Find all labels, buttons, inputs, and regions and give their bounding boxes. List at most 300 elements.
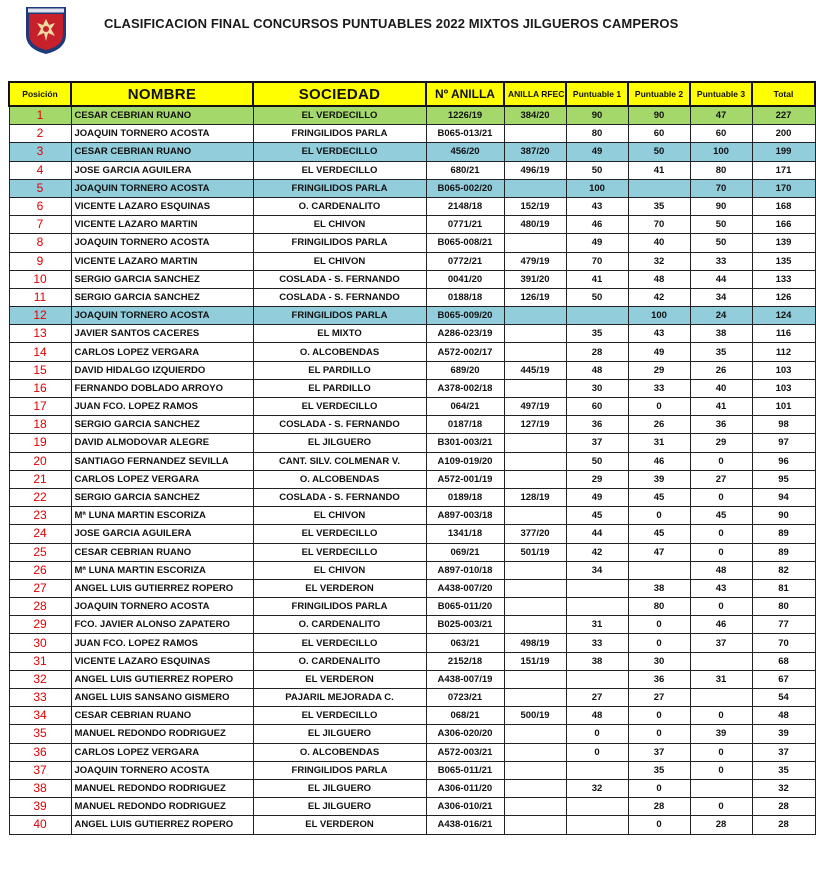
puntuable-1-cell: 31	[566, 616, 628, 634]
table-row	[9, 579, 815, 597]
ranking-table	[8, 81, 816, 835]
total-cell: 54	[752, 689, 815, 707]
rfec-ring-cell	[504, 689, 566, 707]
puntuable-3-cell: 28	[690, 816, 752, 834]
total-cell: 94	[752, 488, 815, 506]
society-cell: COSLADA - S. FERNANDO	[253, 488, 426, 506]
puntuable-3-cell: 37	[690, 634, 752, 652]
puntuable-2-cell: 30	[628, 652, 690, 670]
position-cell: 2	[9, 125, 71, 143]
puntuable-1-cell	[566, 798, 628, 816]
puntuable-1-cell: 37	[566, 434, 628, 452]
rfec-ring-cell: 500/19	[504, 707, 566, 725]
puntuable-1-cell: 34	[566, 561, 628, 579]
position-cell: 32	[9, 670, 71, 688]
puntuable-2-cell: 27	[628, 689, 690, 707]
position-cell: 31	[9, 652, 71, 670]
rfec-ring-cell: 152/19	[504, 197, 566, 215]
header-puntuable-1: Puntuable 1	[566, 82, 628, 106]
puntuable-1-cell: 60	[566, 398, 628, 416]
position-cell: 22	[9, 488, 71, 506]
table-row	[9, 398, 815, 416]
rfec-ring-cell: 498/19	[504, 634, 566, 652]
total-cell: 96	[752, 452, 815, 470]
puntuable-1-cell: 80	[566, 125, 628, 143]
puntuable-3-cell: 35	[690, 343, 752, 361]
puntuable-2-cell: 38	[628, 579, 690, 597]
total-cell: 112	[752, 343, 815, 361]
puntuable-2-cell: 0	[628, 634, 690, 652]
ring-cell: 2148/18	[426, 197, 504, 215]
rfec-ring-cell	[504, 325, 566, 343]
rfec-ring-cell: 496/19	[504, 161, 566, 179]
puntuable-1-cell: 45	[566, 507, 628, 525]
ring-cell: A109-019/20	[426, 452, 504, 470]
rfec-ring-cell	[504, 743, 566, 761]
table-row	[9, 197, 815, 215]
puntuable-3-cell: 46	[690, 616, 752, 634]
table-row	[9, 616, 815, 634]
total-cell: 98	[752, 416, 815, 434]
ring-cell: 0189/18	[426, 488, 504, 506]
puntuable-3-cell: 34	[690, 288, 752, 306]
total-cell: 81	[752, 579, 815, 597]
puntuable-1-cell: 49	[566, 143, 628, 161]
ring-cell: 0187/18	[426, 416, 504, 434]
ring-cell: 1341/18	[426, 525, 504, 543]
puntuable-3-cell: 44	[690, 270, 752, 288]
table-row	[9, 234, 815, 252]
puntuable-3-cell: 0	[690, 707, 752, 725]
puntuable-3-cell: 0	[690, 543, 752, 561]
rfec-ring-cell	[504, 798, 566, 816]
position-cell: 5	[9, 179, 71, 197]
table-row	[9, 325, 815, 343]
puntuable-2-cell: 28	[628, 798, 690, 816]
ring-cell: 0771/21	[426, 216, 504, 234]
society-cell: FRINGILIDOS PARLA	[253, 234, 426, 252]
name-cell: FCO. JAVIER ALONSO ZAPATERO	[71, 616, 253, 634]
name-cell: JOAQUIN TORNERO ACOSTA	[71, 598, 253, 616]
total-cell: 168	[752, 197, 815, 215]
ring-cell: 069/21	[426, 543, 504, 561]
rfec-ring-cell	[504, 670, 566, 688]
puntuable-1-cell	[566, 307, 628, 325]
society-cell: EL VERDECILLO	[253, 106, 426, 125]
society-cell: O. CARDENALITO	[253, 652, 426, 670]
puntuable-2-cell: 50	[628, 143, 690, 161]
total-cell: 67	[752, 670, 815, 688]
ring-cell: 456/20	[426, 143, 504, 161]
table-row	[9, 288, 815, 306]
society-cell: EL CHIVON	[253, 252, 426, 270]
ring-cell: B065-008/21	[426, 234, 504, 252]
table-row	[9, 416, 815, 434]
name-cell: JUAN FCO. LOPEZ RAMOS	[71, 634, 253, 652]
puntuable-2-cell: 90	[628, 106, 690, 125]
ring-cell: A897-003/18	[426, 507, 504, 525]
ring-cell: A897-010/18	[426, 561, 504, 579]
position-cell: 1	[9, 106, 71, 125]
total-cell: 89	[752, 543, 815, 561]
name-cell: CARLOS LOPEZ VERGARA	[71, 343, 253, 361]
puntuable-1-cell	[566, 761, 628, 779]
ring-cell: 0723/21	[426, 689, 504, 707]
ring-cell: A306-020/20	[426, 725, 504, 743]
puntuable-2-cell: 47	[628, 543, 690, 561]
ring-cell: A438-007/19	[426, 670, 504, 688]
rfec-ring-cell	[504, 343, 566, 361]
puntuable-3-cell: 0	[690, 798, 752, 816]
position-cell: 6	[9, 197, 71, 215]
name-cell: ANGEL LUIS GUTIERREZ ROPERO	[71, 670, 253, 688]
rfec-ring-cell	[504, 452, 566, 470]
puntuable-2-cell: 0	[628, 816, 690, 834]
rfec-ring-cell: 387/20	[504, 143, 566, 161]
table-row	[9, 670, 815, 688]
ring-cell: A306-010/21	[426, 798, 504, 816]
puntuable-3-cell: 26	[690, 361, 752, 379]
puntuable-1-cell: 35	[566, 325, 628, 343]
puntuable-3-cell: 29	[690, 434, 752, 452]
header-total: Total	[752, 82, 815, 106]
puntuable-2-cell: 45	[628, 488, 690, 506]
society-cell: O. ALCOBENDAS	[253, 743, 426, 761]
total-cell: 32	[752, 779, 815, 797]
ring-cell: A572-003/21	[426, 743, 504, 761]
name-cell: DAVID ALMODOVAR ALEGRE	[71, 434, 253, 452]
society-cell: EL JILGUERO	[253, 798, 426, 816]
puntuable-2-cell: 40	[628, 234, 690, 252]
puntuable-2-cell	[628, 179, 690, 197]
name-cell: MANUEL REDONDO RODRIGUEZ	[71, 725, 253, 743]
header-row	[9, 82, 815, 106]
total-cell: 48	[752, 707, 815, 725]
rfec-ring-cell: 126/19	[504, 288, 566, 306]
total-cell: 227	[752, 106, 815, 125]
society-cell: EL MIXTO	[253, 325, 426, 343]
table-row	[9, 216, 815, 234]
header-sociedad: SOCIEDAD	[253, 82, 426, 106]
puntuable-3-cell: 0	[690, 598, 752, 616]
puntuable-1-cell: 100	[566, 179, 628, 197]
total-cell: 28	[752, 798, 815, 816]
total-cell: 95	[752, 470, 815, 488]
name-cell: CARLOS LOPEZ VERGARA	[71, 743, 253, 761]
society-cell: EL VERDECILLO	[253, 543, 426, 561]
puntuable-1-cell: 50	[566, 161, 628, 179]
puntuable-2-cell: 35	[628, 197, 690, 215]
position-cell: 24	[9, 525, 71, 543]
ring-cell: A572-002/17	[426, 343, 504, 361]
society-cell: EL JILGUERO	[253, 779, 426, 797]
position-cell: 10	[9, 270, 71, 288]
table-row	[9, 270, 815, 288]
name-cell: VICENTE LAZARO MARTIN	[71, 216, 253, 234]
puntuable-3-cell: 80	[690, 161, 752, 179]
puntuable-2-cell: 36	[628, 670, 690, 688]
table-row	[9, 761, 815, 779]
header-anilla: Nº ANILLA	[426, 82, 504, 106]
puntuable-3-cell	[690, 689, 752, 707]
total-cell: 70	[752, 634, 815, 652]
rfec-ring-cell: 480/19	[504, 216, 566, 234]
position-cell: 33	[9, 689, 71, 707]
puntuable-1-cell	[566, 579, 628, 597]
total-cell: 82	[752, 561, 815, 579]
table-row	[9, 634, 815, 652]
position-cell: 39	[9, 798, 71, 816]
table-row	[9, 125, 815, 143]
header-posicion: Posición	[9, 82, 71, 106]
club-crest-logo	[24, 5, 68, 55]
puntuable-2-cell: 37	[628, 743, 690, 761]
society-cell: EL VERDECILLO	[253, 707, 426, 725]
position-cell: 16	[9, 379, 71, 397]
puntuable-3-cell: 100	[690, 143, 752, 161]
table-row	[9, 725, 815, 743]
ring-cell: B025-003/21	[426, 616, 504, 634]
total-cell: 35	[752, 761, 815, 779]
total-cell: 97	[752, 434, 815, 452]
name-cell: JUAN FCO. LOPEZ RAMOS	[71, 398, 253, 416]
society-cell: EL PARDILLO	[253, 361, 426, 379]
puntuable-3-cell: 36	[690, 416, 752, 434]
name-cell: JOSE GARCIA AGUILERA	[71, 161, 253, 179]
puntuable-3-cell: 0	[690, 743, 752, 761]
rfec-ring-cell	[504, 179, 566, 197]
name-cell: MANUEL REDONDO RODRIGUEZ	[71, 779, 253, 797]
table-row	[9, 561, 815, 579]
rfec-ring-cell	[504, 234, 566, 252]
name-cell: JOAQUIN TORNERO ACOSTA	[71, 307, 253, 325]
puntuable-1-cell	[566, 598, 628, 616]
name-cell: DAVID HIDALGO IZQUIERDO	[71, 361, 253, 379]
ring-cell: 063/21	[426, 634, 504, 652]
name-cell: JOAQUIN TORNERO ACOSTA	[71, 234, 253, 252]
name-cell: ANGEL LUIS GUTIERREZ ROPERO	[71, 579, 253, 597]
puntuable-2-cell: 100	[628, 307, 690, 325]
name-cell: FERNANDO DOBLADO ARROYO	[71, 379, 253, 397]
society-cell: EL VERDECILLO	[253, 525, 426, 543]
name-cell: SANTIAGO FERNANDEZ SEVILLA	[71, 452, 253, 470]
position-cell: 37	[9, 761, 71, 779]
page-title: CLASIFICACION FINAL CONCURSOS PUNTUABLES 2022 MIXTOS JILGUEROS CAMPEROS	[104, 16, 679, 31]
rfec-ring-cell: 501/19	[504, 543, 566, 561]
name-cell: SERGIO GARCIA SANCHEZ	[71, 270, 253, 288]
puntuable-2-cell: 49	[628, 343, 690, 361]
puntuable-1-cell: 49	[566, 234, 628, 252]
table-row	[9, 434, 815, 452]
puntuable-3-cell: 39	[690, 725, 752, 743]
table-row	[9, 816, 815, 834]
ring-cell: 064/21	[426, 398, 504, 416]
rfec-ring-cell: 377/20	[504, 525, 566, 543]
puntuable-2-cell: 48	[628, 270, 690, 288]
position-cell: 23	[9, 507, 71, 525]
table-row	[9, 252, 815, 270]
total-cell: 39	[752, 725, 815, 743]
table-row	[9, 689, 815, 707]
puntuable-1-cell: 48	[566, 707, 628, 725]
puntuable-1-cell: 0	[566, 743, 628, 761]
name-cell: JOAQUIN TORNERO ACOSTA	[71, 125, 253, 143]
puntuable-2-cell: 0	[628, 398, 690, 416]
puntuable-2-cell: 39	[628, 470, 690, 488]
table-row	[9, 507, 815, 525]
puntuable-2-cell: 33	[628, 379, 690, 397]
society-cell: CANT. SILV. COLMENAR V.	[253, 452, 426, 470]
society-cell: EL VERDERON	[253, 670, 426, 688]
puntuable-3-cell: 50	[690, 234, 752, 252]
rfec-ring-cell	[504, 434, 566, 452]
puntuable-3-cell: 31	[690, 670, 752, 688]
puntuable-3-cell: 24	[690, 307, 752, 325]
position-cell: 3	[9, 143, 71, 161]
rfec-ring-cell	[504, 616, 566, 634]
position-cell: 36	[9, 743, 71, 761]
name-cell: Mª LUNA MARTIN ESCORIZA	[71, 507, 253, 525]
table-row	[9, 779, 815, 797]
ring-cell: 689/20	[426, 361, 504, 379]
table-row	[9, 743, 815, 761]
rfec-ring-cell: 479/19	[504, 252, 566, 270]
position-cell: 19	[9, 434, 71, 452]
society-cell: O. ALCOBENDAS	[253, 470, 426, 488]
puntuable-2-cell: 45	[628, 525, 690, 543]
position-cell: 35	[9, 725, 71, 743]
rfec-ring-cell: 127/19	[504, 416, 566, 434]
position-cell: 26	[9, 561, 71, 579]
position-cell: 40	[9, 816, 71, 834]
position-cell: 15	[9, 361, 71, 379]
rfec-ring-cell: 391/20	[504, 270, 566, 288]
puntuable-2-cell: 60	[628, 125, 690, 143]
society-cell: O. CARDENALITO	[253, 197, 426, 215]
puntuable-2-cell: 0	[628, 707, 690, 725]
table-row	[9, 179, 815, 197]
society-cell: COSLADA - S. FERNANDO	[253, 288, 426, 306]
puntuable-1-cell: 33	[566, 634, 628, 652]
total-cell: 37	[752, 743, 815, 761]
total-cell: 103	[752, 379, 815, 397]
total-cell: 200	[752, 125, 815, 143]
total-cell: 89	[752, 525, 815, 543]
position-cell: 34	[9, 707, 71, 725]
puntuable-3-cell: 40	[690, 379, 752, 397]
ring-cell: B065-009/20	[426, 307, 504, 325]
name-cell: JOAQUIN TORNERO ACOSTA	[71, 179, 253, 197]
table-row	[9, 307, 815, 325]
puntuable-1-cell: 0	[566, 725, 628, 743]
header-puntuable-2: Puntuable 2	[628, 82, 690, 106]
name-cell: SERGIO GARCIA SANCHEZ	[71, 488, 253, 506]
name-cell: Mª LUNA MARTIN ESCORIZA	[71, 561, 253, 579]
puntuable-3-cell: 38	[690, 325, 752, 343]
puntuable-2-cell: 0	[628, 507, 690, 525]
table-row	[9, 379, 815, 397]
table-row	[9, 161, 815, 179]
total-cell: 101	[752, 398, 815, 416]
rfec-ring-cell	[504, 507, 566, 525]
puntuable-2-cell: 70	[628, 216, 690, 234]
puntuable-2-cell: 41	[628, 161, 690, 179]
position-cell: 27	[9, 579, 71, 597]
total-cell: 90	[752, 507, 815, 525]
puntuable-3-cell: 48	[690, 561, 752, 579]
table-row	[9, 106, 815, 125]
society-cell: PAJARIL MEJORADA C.	[253, 689, 426, 707]
position-cell: 17	[9, 398, 71, 416]
puntuable-1-cell: 48	[566, 361, 628, 379]
puntuable-1-cell: 70	[566, 252, 628, 270]
name-cell: ANGEL LUIS SANSANO GISMERO	[71, 689, 253, 707]
rfec-ring-cell	[504, 725, 566, 743]
position-cell: 14	[9, 343, 71, 361]
puntuable-2-cell: 26	[628, 416, 690, 434]
name-cell: JOAQUIN TORNERO ACOSTA	[71, 761, 253, 779]
society-cell: FRINGILIDOS PARLA	[253, 598, 426, 616]
header-puntuable-3: Puntuable 3	[690, 82, 752, 106]
ring-cell: A438-007/20	[426, 579, 504, 597]
rfec-ring-cell	[504, 379, 566, 397]
puntuable-2-cell: 0	[628, 779, 690, 797]
puntuable-2-cell: 29	[628, 361, 690, 379]
puntuable-2-cell: 31	[628, 434, 690, 452]
society-cell: EL VERDECILLO	[253, 634, 426, 652]
name-cell: CESAR CEBRIAN RUANO	[71, 106, 253, 125]
society-cell: O. CARDENALITO	[253, 616, 426, 634]
rfec-ring-cell	[504, 816, 566, 834]
position-cell: 8	[9, 234, 71, 252]
name-cell: CESAR CEBRIAN RUANO	[71, 543, 253, 561]
puntuable-2-cell: 0	[628, 616, 690, 634]
puntuable-1-cell: 90	[566, 106, 628, 125]
society-cell: COSLADA - S. FERNANDO	[253, 416, 426, 434]
name-cell: CARLOS LOPEZ VERGARA	[71, 470, 253, 488]
puntuable-3-cell: 0	[690, 761, 752, 779]
name-cell: VICENTE LAZARO MARTIN	[71, 252, 253, 270]
puntuable-1-cell: 28	[566, 343, 628, 361]
puntuable-1-cell: 38	[566, 652, 628, 670]
society-cell: EL VERDERON	[253, 816, 426, 834]
name-cell: SERGIO GARCIA SANCHEZ	[71, 416, 253, 434]
society-cell: FRINGILIDOS PARLA	[253, 125, 426, 143]
position-cell: 13	[9, 325, 71, 343]
ring-cell: B065-011/20	[426, 598, 504, 616]
rfec-ring-cell	[504, 561, 566, 579]
name-cell: CESAR CEBRIAN RUANO	[71, 143, 253, 161]
puntuable-3-cell: 0	[690, 452, 752, 470]
ring-cell: 0188/18	[426, 288, 504, 306]
position-cell: 12	[9, 307, 71, 325]
table-row	[9, 452, 815, 470]
puntuable-3-cell: 70	[690, 179, 752, 197]
position-cell: 30	[9, 634, 71, 652]
name-cell: VICENTE LAZARO ESQUINAS	[71, 197, 253, 215]
ring-cell: B065-011/21	[426, 761, 504, 779]
table-row	[9, 470, 815, 488]
puntuable-3-cell: 50	[690, 216, 752, 234]
table-row	[9, 361, 815, 379]
society-cell: EL CHIVON	[253, 561, 426, 579]
rfec-ring-cell	[504, 125, 566, 143]
position-cell: 38	[9, 779, 71, 797]
table-row	[9, 143, 815, 161]
position-cell: 25	[9, 543, 71, 561]
puntuable-1-cell: 44	[566, 525, 628, 543]
ring-cell: A572-001/19	[426, 470, 504, 488]
